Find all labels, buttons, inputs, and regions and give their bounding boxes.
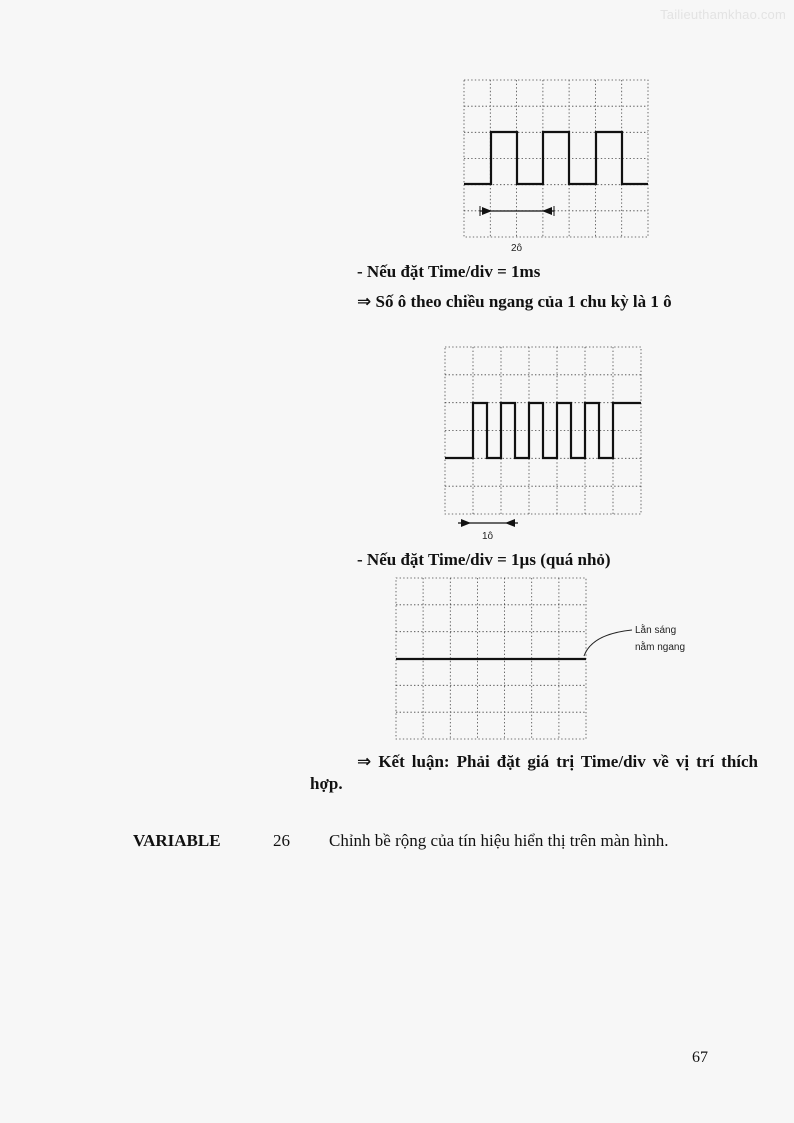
span-label: 2ô <box>511 243 523 254</box>
variable-term: VARIABLE <box>133 831 221 850</box>
time-div-1ms-line: - Nếu đặt Time/div = 1ms <box>357 262 541 281</box>
oscilloscope-figure-3 <box>396 578 696 742</box>
annotation-line-2: nằm ngang <box>635 642 686 653</box>
conclusion-text: Kết luận: Phải đặt giá trị Time/div về vị trí thích hợp. <box>310 752 758 793</box>
period-span-arrow <box>458 519 518 527</box>
span-label: 1ô <box>482 531 494 542</box>
oscilloscope-figure-1 <box>464 80 650 252</box>
implies-arrow-icon: ⇒ <box>357 752 372 772</box>
implies-arrow-icon: ⇒ <box>357 292 372 312</box>
square-wave-trace <box>464 132 648 184</box>
time-div-1us-line: - Nếu đặt Time/div = 1µs (quá nhỏ) <box>357 550 611 569</box>
horizontal-divisions-line <box>357 292 672 312</box>
page-number: 67 <box>692 1049 708 1066</box>
conclusion-paragraph <box>310 751 758 795</box>
variable-description: Chỉnh bề rộng của tín hiệu hiển thị trên màn hình. <box>329 831 669 850</box>
annotation-leader-line <box>584 630 632 656</box>
oscilloscope-figure-2 <box>445 347 643 541</box>
watermark: Tailieuthamkhao.com <box>660 7 786 22</box>
horizontal-divisions-text: Số ô theo chiều ngang của 1 chu kỳ là 1 ô <box>375 292 672 311</box>
variable-number: 26 <box>273 831 290 850</box>
annotation-line-1: Lằn sáng <box>635 625 677 636</box>
